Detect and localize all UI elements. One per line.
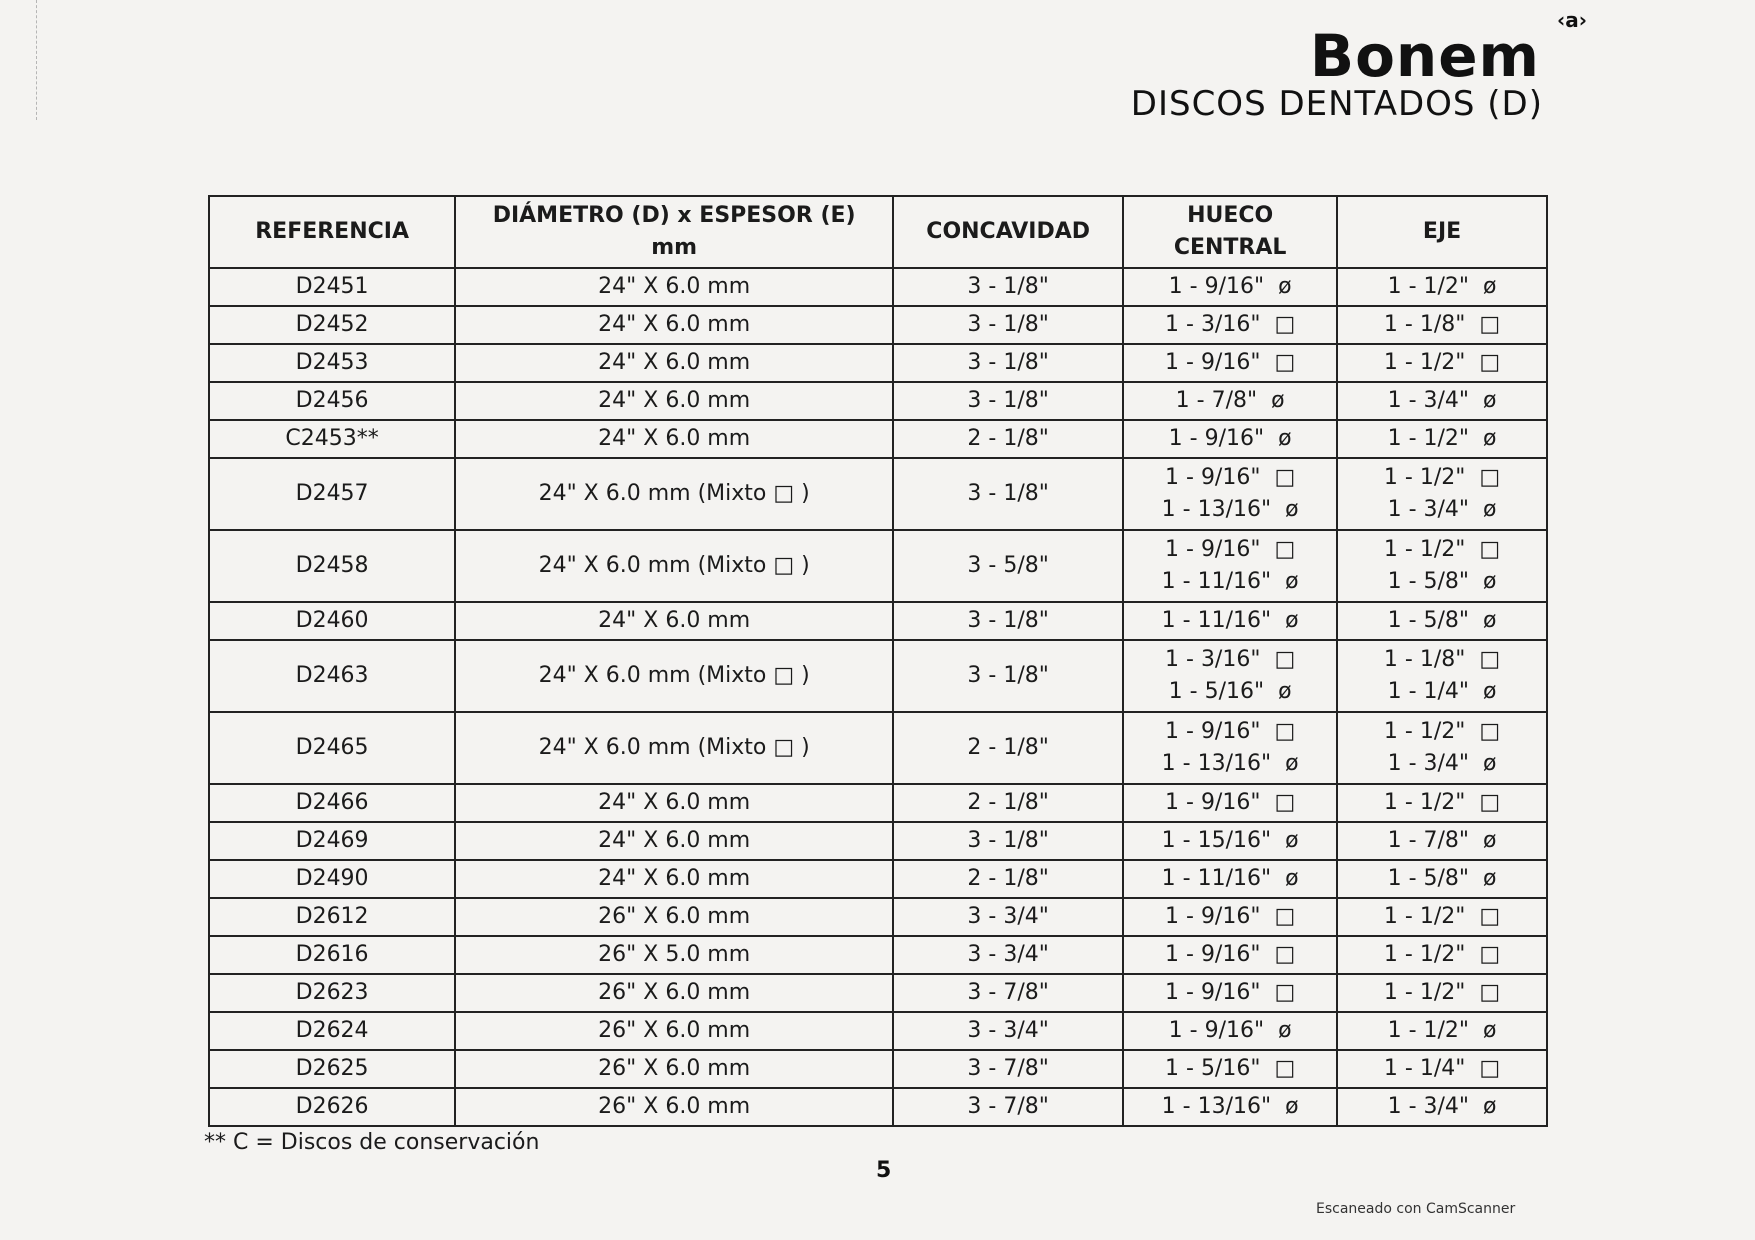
cell-concavidad: 3 - 1/8" xyxy=(893,602,1123,640)
cell-hueco-central-value: 1 - 9/16" xyxy=(1165,350,1261,375)
cell-eje xyxy=(1337,640,1547,712)
cell-hueco-central-line xyxy=(1132,716,1328,748)
cell-hueco-central-line xyxy=(1132,901,1328,933)
round-shaft-icon: ø xyxy=(1285,1094,1299,1119)
cell-hueco-central xyxy=(1123,344,1337,382)
cell-referencia: D2469 xyxy=(209,822,455,860)
round-shaft-icon: ø xyxy=(1278,679,1292,704)
cell-eje-value: 1 - 1/2" xyxy=(1387,426,1470,451)
square-shaft-icon: □ xyxy=(1274,1056,1296,1081)
cell-eje xyxy=(1337,344,1547,382)
cell-concavidad: 3 - 1/8" xyxy=(893,382,1123,420)
square-shaft-icon: □ xyxy=(1479,904,1501,929)
cell-hueco-central-value: 1 - 5/16" xyxy=(1165,1056,1261,1081)
round-shaft-icon: ø xyxy=(1278,426,1292,451)
cell-eje-line xyxy=(1346,716,1538,748)
cell-hueco-central-value: 1 - 9/16" xyxy=(1165,790,1261,815)
square-shaft-icon: □ xyxy=(1479,1056,1501,1081)
table-row xyxy=(209,898,1547,936)
cell-hueco-central-value: 1 - 13/16" xyxy=(1161,1094,1272,1119)
cell-diametro: 24" X 6.0 mm (Mixto □ ) xyxy=(455,458,893,530)
header-hueco-line2: CENTRAL xyxy=(1173,235,1287,260)
cell-hueco-central-line xyxy=(1132,605,1328,637)
table-row xyxy=(209,382,1547,420)
square-shaft-icon: □ xyxy=(1479,942,1501,967)
cell-diametro: 24" X 6.0 mm (Mixto □ ) xyxy=(455,640,893,712)
cell-eje-value: 1 - 5/8" xyxy=(1387,866,1470,891)
cell-hueco-central-line xyxy=(1132,385,1328,417)
cell-eje xyxy=(1337,1050,1547,1088)
square-shaft-icon: □ xyxy=(1274,312,1296,337)
cell-eje xyxy=(1337,1088,1547,1126)
cell-concavidad: 3 - 1/8" xyxy=(893,306,1123,344)
cell-hueco-central-value: 1 - 7/8" xyxy=(1175,388,1258,413)
cell-eje-line xyxy=(1346,566,1538,598)
cell-diametro: 26" X 6.0 mm xyxy=(455,1012,893,1050)
cell-eje xyxy=(1337,420,1547,458)
table-row xyxy=(209,712,1547,784)
cell-hueco-central xyxy=(1123,1050,1337,1088)
cell-eje-value: 1 - 7/8" xyxy=(1387,828,1470,853)
cell-eje-line xyxy=(1346,605,1538,637)
cell-eje-line xyxy=(1346,863,1538,895)
header-referencia: REFERENCIA xyxy=(209,196,455,268)
square-shaft-icon: □ xyxy=(1479,980,1501,1005)
cell-eje-value: 1 - 1/2" xyxy=(1383,790,1466,815)
table-row xyxy=(209,458,1547,530)
cell-hueco-central xyxy=(1123,1012,1337,1050)
cell-eje-line xyxy=(1346,644,1538,676)
cell-diametro: 26" X 6.0 mm xyxy=(455,898,893,936)
cell-concavidad: 3 - 1/8" xyxy=(893,344,1123,382)
square-shaft-icon: □ xyxy=(1274,719,1296,744)
round-shaft-icon: ø xyxy=(1285,497,1299,522)
cell-diametro: 24" X 6.0 mm xyxy=(455,382,893,420)
cell-concavidad: 3 - 7/8" xyxy=(893,974,1123,1012)
cell-eje-line xyxy=(1346,1053,1538,1085)
cell-concavidad: 2 - 1/8" xyxy=(893,860,1123,898)
cell-referencia: D2466 xyxy=(209,784,455,822)
cell-referencia: D2463 xyxy=(209,640,455,712)
round-shaft-icon: ø xyxy=(1483,608,1497,633)
cell-referencia: D2456 xyxy=(209,382,455,420)
square-shaft-icon: □ xyxy=(1479,465,1501,490)
cell-eje-line xyxy=(1346,309,1538,341)
cell-eje-value: 1 - 1/4" xyxy=(1383,1056,1466,1081)
square-shaft-icon: □ xyxy=(1479,719,1501,744)
cell-hueco-central-line xyxy=(1132,309,1328,341)
square-shaft-icon: □ xyxy=(1274,647,1296,672)
cell-referencia: D2453 xyxy=(209,344,455,382)
cell-diametro: 24" X 6.0 mm (Mixto □ ) xyxy=(455,530,893,602)
cell-hueco-central-line xyxy=(1132,1053,1328,1085)
cell-hueco-central-line xyxy=(1132,825,1328,857)
round-shaft-icon: ø xyxy=(1483,866,1497,891)
cell-concavidad: 3 - 5/8" xyxy=(893,530,1123,602)
cell-diametro: 26" X 5.0 mm xyxy=(455,936,893,974)
document-title: DISCOS DENTADOS (D) xyxy=(1130,84,1543,124)
cell-referencia: D2626 xyxy=(209,1088,455,1126)
round-shaft-icon: ø xyxy=(1278,1018,1292,1043)
round-shaft-icon: ø xyxy=(1483,274,1497,299)
cell-eje xyxy=(1337,1012,1547,1050)
cell-hueco-central-value: 1 - 15/16" xyxy=(1161,828,1272,853)
square-shaft-icon: □ xyxy=(1479,647,1501,672)
cell-eje-line xyxy=(1346,462,1538,494)
cell-hueco-central-value: 1 - 3/16" xyxy=(1165,647,1261,672)
square-shaft-icon: □ xyxy=(1274,465,1296,490)
cell-concavidad: 3 - 7/8" xyxy=(893,1088,1123,1126)
scanner-watermark: Escaneado con CamScanner xyxy=(1316,1201,1516,1217)
cell-diametro: 24" X 6.0 mm xyxy=(455,306,893,344)
cell-eje-line xyxy=(1346,1091,1538,1123)
round-shaft-icon: ø xyxy=(1483,828,1497,853)
cell-referencia: D2612 xyxy=(209,898,455,936)
cell-eje-value: 1 - 5/8" xyxy=(1387,569,1470,594)
cell-eje-value: 1 - 1/2" xyxy=(1383,904,1466,929)
cell-eje-line xyxy=(1346,1015,1538,1047)
cell-concavidad: 2 - 1/8" xyxy=(893,712,1123,784)
cell-hueco-central xyxy=(1123,974,1337,1012)
round-shaft-icon: ø xyxy=(1483,1094,1497,1119)
table-row xyxy=(209,1050,1547,1088)
cell-hueco-central-value: 1 - 13/16" xyxy=(1161,751,1272,776)
cell-eje-value: 1 - 1/2" xyxy=(1387,1018,1470,1043)
cell-eje-line xyxy=(1346,423,1538,455)
cell-hueco-central-value: 1 - 9/16" xyxy=(1165,942,1261,967)
cell-eje-line xyxy=(1346,676,1538,708)
cell-diametro: 24" X 6.0 mm xyxy=(455,784,893,822)
cell-eje xyxy=(1337,936,1547,974)
cell-hueco-central-line xyxy=(1132,534,1328,566)
cell-hueco-central xyxy=(1123,530,1337,602)
cell-hueco-central xyxy=(1123,420,1337,458)
cell-referencia: D2451 xyxy=(209,268,455,306)
square-shaft-icon: □ xyxy=(1274,537,1296,562)
cell-concavidad: 3 - 1/8" xyxy=(893,268,1123,306)
cell-hueco-central-value: 1 - 3/16" xyxy=(1165,312,1261,337)
round-shaft-icon: ø xyxy=(1285,608,1299,633)
cell-hueco-central-line xyxy=(1132,1091,1328,1123)
cell-eje-value: 1 - 1/2" xyxy=(1383,350,1466,375)
round-shaft-icon: ø xyxy=(1483,1018,1497,1043)
cell-hueco-central-value: 1 - 9/16" xyxy=(1165,465,1261,490)
cell-eje xyxy=(1337,860,1547,898)
cell-hueco-central-line xyxy=(1132,347,1328,379)
cell-eje xyxy=(1337,306,1547,344)
cell-hueco-central-value: 1 - 9/16" xyxy=(1168,1018,1265,1043)
cell-eje-value: 1 - 1/8" xyxy=(1383,647,1466,672)
round-shaft-icon: ø xyxy=(1483,679,1497,704)
cell-referencia: D2623 xyxy=(209,974,455,1012)
round-shaft-icon: ø xyxy=(1483,426,1497,451)
cell-hueco-central-line xyxy=(1132,494,1328,526)
cell-hueco-central xyxy=(1123,306,1337,344)
table-row xyxy=(209,640,1547,712)
square-shaft-icon: □ xyxy=(1479,350,1501,375)
cell-hueco-central-line xyxy=(1132,271,1328,303)
cell-hueco-central-value: 1 - 9/16" xyxy=(1165,719,1261,744)
cell-eje xyxy=(1337,898,1547,936)
square-shaft-icon: □ xyxy=(1274,790,1296,815)
cell-hueco-central xyxy=(1123,784,1337,822)
header-diametro-line2: mm xyxy=(651,235,698,260)
square-shaft-icon: □ xyxy=(1274,980,1296,1005)
cell-concavidad: 2 - 1/8" xyxy=(893,420,1123,458)
table-row xyxy=(209,602,1547,640)
cell-diametro: 24" X 6.0 mm xyxy=(455,268,893,306)
round-shaft-icon: ø xyxy=(1483,751,1497,776)
square-shaft-icon: □ xyxy=(1479,790,1501,815)
table-row xyxy=(209,344,1547,382)
cell-referencia: D2465 xyxy=(209,712,455,784)
cell-referencia: D2457 xyxy=(209,458,455,530)
cell-eje xyxy=(1337,822,1547,860)
cell-concavidad: 3 - 1/8" xyxy=(893,458,1123,530)
cell-hueco-central xyxy=(1123,936,1337,974)
header-diametro-line1: DIÁMETRO (D) x ESPESOR (E) xyxy=(492,203,856,228)
cell-concavidad: 3 - 3/4" xyxy=(893,936,1123,974)
cell-eje-line xyxy=(1346,271,1538,303)
cell-eje xyxy=(1337,974,1547,1012)
cell-referencia: C2453** xyxy=(209,420,455,458)
cell-diametro: 26" X 6.0 mm xyxy=(455,974,893,1012)
table-row xyxy=(209,1012,1547,1050)
cell-eje xyxy=(1337,382,1547,420)
table-row xyxy=(209,936,1547,974)
cell-eje-value: 1 - 3/4" xyxy=(1387,751,1470,776)
cell-eje-line xyxy=(1346,977,1538,1009)
cell-hueco-central-value: 1 - 9/16" xyxy=(1165,904,1261,929)
cell-hueco-central xyxy=(1123,712,1337,784)
cell-hueco-central-line xyxy=(1132,1015,1328,1047)
brand-logo: Bonem xyxy=(1309,22,1540,90)
header-concavidad: CONCAVIDAD xyxy=(893,196,1123,268)
table-row xyxy=(209,974,1547,1012)
table-row xyxy=(209,420,1547,458)
cell-hueco-central-value: 1 - 9/16" xyxy=(1168,274,1265,299)
cell-referencia: D2490 xyxy=(209,860,455,898)
round-shaft-icon: ø xyxy=(1271,388,1285,413)
table-header-row xyxy=(209,196,1547,268)
cell-hueco-central xyxy=(1123,458,1337,530)
cell-concavidad: 3 - 7/8" xyxy=(893,1050,1123,1088)
table-row xyxy=(209,268,1547,306)
cell-hueco-central-line xyxy=(1132,939,1328,971)
cell-hueco-central-line xyxy=(1132,787,1328,819)
cell-diametro: 24" X 6.0 mm xyxy=(455,344,893,382)
round-shaft-icon: ø xyxy=(1483,569,1497,594)
square-shaft-icon: □ xyxy=(1274,942,1296,967)
round-shaft-icon: ø xyxy=(1285,828,1299,853)
header-eje: EJE xyxy=(1337,196,1547,268)
cell-hueco-central-line xyxy=(1132,423,1328,455)
cell-eje xyxy=(1337,602,1547,640)
cell-concavidad: 3 - 1/8" xyxy=(893,640,1123,712)
cell-hueco-central-line xyxy=(1132,644,1328,676)
cell-hueco-central xyxy=(1123,268,1337,306)
square-shaft-icon: □ xyxy=(1479,312,1501,337)
page-edge-divider xyxy=(36,0,38,120)
cell-concavidad: 3 - 1/8" xyxy=(893,822,1123,860)
cell-eje-value: 1 - 1/2" xyxy=(1383,465,1466,490)
table-row xyxy=(209,784,1547,822)
cell-eje-line xyxy=(1346,534,1538,566)
spec-table xyxy=(208,195,1548,1127)
cell-diametro: 26" X 6.0 mm xyxy=(455,1088,893,1126)
cell-eje-value: 1 - 5/8" xyxy=(1387,608,1470,633)
cell-diametro: 24" X 6.0 mm xyxy=(455,602,893,640)
cell-eje xyxy=(1337,268,1547,306)
cell-hueco-central xyxy=(1123,640,1337,712)
cell-eje xyxy=(1337,712,1547,784)
square-shaft-icon: □ xyxy=(1479,537,1501,562)
cell-diametro: 26" X 6.0 mm xyxy=(455,1050,893,1088)
header-diametro xyxy=(455,196,893,268)
cell-diametro: 24" X 6.0 mm xyxy=(455,822,893,860)
cell-hueco-central xyxy=(1123,860,1337,898)
cell-diametro: 24" X 6.0 mm (Mixto □ ) xyxy=(455,712,893,784)
cell-eje-line xyxy=(1346,494,1538,526)
cell-eje-value: 1 - 1/8" xyxy=(1383,312,1466,337)
cell-hueco-central-value: 1 - 11/16" xyxy=(1161,569,1272,594)
cell-hueco-central-value: 1 - 5/16" xyxy=(1168,679,1265,704)
cell-eje-value: 1 - 3/4" xyxy=(1387,1094,1470,1119)
cell-hueco-central-value: 1 - 9/16" xyxy=(1165,980,1261,1005)
cell-concavidad: 3 - 3/4" xyxy=(893,1012,1123,1050)
cell-hueco-central-value: 1 - 11/16" xyxy=(1161,866,1272,891)
cell-diametro: 24" X 6.0 mm xyxy=(455,860,893,898)
cell-referencia: D2458 xyxy=(209,530,455,602)
cell-eje-value: 1 - 3/4" xyxy=(1387,388,1470,413)
cell-eje-line xyxy=(1346,347,1538,379)
cell-referencia: D2616 xyxy=(209,936,455,974)
cell-diametro: 24" X 6.0 mm xyxy=(455,420,893,458)
cell-eje-line xyxy=(1346,385,1538,417)
cell-hueco-central-line xyxy=(1132,748,1328,780)
cell-eje-value: 1 - 1/4" xyxy=(1387,679,1470,704)
page-number: 5 xyxy=(876,1158,892,1183)
round-shaft-icon: ø xyxy=(1285,569,1299,594)
table-row xyxy=(209,822,1547,860)
cell-hueco-central xyxy=(1123,822,1337,860)
round-shaft-icon: ø xyxy=(1483,497,1497,522)
square-shaft-icon: □ xyxy=(1274,904,1296,929)
header-hueco-central xyxy=(1123,196,1337,268)
cell-eje-line xyxy=(1346,825,1538,857)
footnote: ** C = Discos de conservación xyxy=(204,1130,540,1155)
round-shaft-icon: ø xyxy=(1285,866,1299,891)
cell-concavidad: 2 - 1/8" xyxy=(893,784,1123,822)
cell-hueco-central xyxy=(1123,382,1337,420)
cell-hueco-central-line xyxy=(1132,462,1328,494)
cell-eje-value: 1 - 1/2" xyxy=(1383,980,1466,1005)
cell-eje xyxy=(1337,530,1547,602)
cell-eje xyxy=(1337,784,1547,822)
table-row xyxy=(209,860,1547,898)
cell-eje-line xyxy=(1346,901,1538,933)
table-body xyxy=(209,268,1547,1126)
table-row xyxy=(209,1088,1547,1126)
cell-hueco-central-line xyxy=(1132,863,1328,895)
round-shaft-icon: ø xyxy=(1483,388,1497,413)
round-shaft-icon: ø xyxy=(1285,751,1299,776)
cell-referencia: D2624 xyxy=(209,1012,455,1050)
cell-hueco-central xyxy=(1123,602,1337,640)
cell-hueco-central-value: 1 - 13/16" xyxy=(1161,497,1272,522)
cell-eje xyxy=(1337,458,1547,530)
round-shaft-icon: ø xyxy=(1278,274,1292,299)
table-row xyxy=(209,530,1547,602)
cell-referencia: D2452 xyxy=(209,306,455,344)
cell-hueco-central-line xyxy=(1132,676,1328,708)
cell-hueco-central-value: 1 - 9/16" xyxy=(1168,426,1265,451)
cell-concavidad: 3 - 3/4" xyxy=(893,898,1123,936)
cell-eje-line xyxy=(1346,939,1538,971)
brand-mark: ‹a› xyxy=(1557,8,1587,32)
cell-eje-line xyxy=(1346,748,1538,780)
cell-hueco-central-line xyxy=(1132,566,1328,598)
cell-eje-value: 1 - 3/4" xyxy=(1387,497,1470,522)
header-hueco-line1: HUECO xyxy=(1187,203,1274,228)
square-shaft-icon: □ xyxy=(1274,350,1296,375)
cell-eje-line xyxy=(1346,787,1538,819)
cell-eje-value: 1 - 1/2" xyxy=(1383,537,1466,562)
cell-eje-value: 1 - 1/2" xyxy=(1387,274,1470,299)
cell-referencia: D2625 xyxy=(209,1050,455,1088)
table-row xyxy=(209,306,1547,344)
cell-hueco-central xyxy=(1123,898,1337,936)
cell-eje-value: 1 - 1/2" xyxy=(1383,942,1466,967)
cell-hueco-central-line xyxy=(1132,977,1328,1009)
cell-referencia: D2460 xyxy=(209,602,455,640)
cell-hueco-central-value: 1 - 11/16" xyxy=(1161,608,1272,633)
cell-eje-value: 1 - 1/2" xyxy=(1383,719,1466,744)
cell-hueco-central xyxy=(1123,1088,1337,1126)
cell-hueco-central-value: 1 - 9/16" xyxy=(1165,537,1261,562)
